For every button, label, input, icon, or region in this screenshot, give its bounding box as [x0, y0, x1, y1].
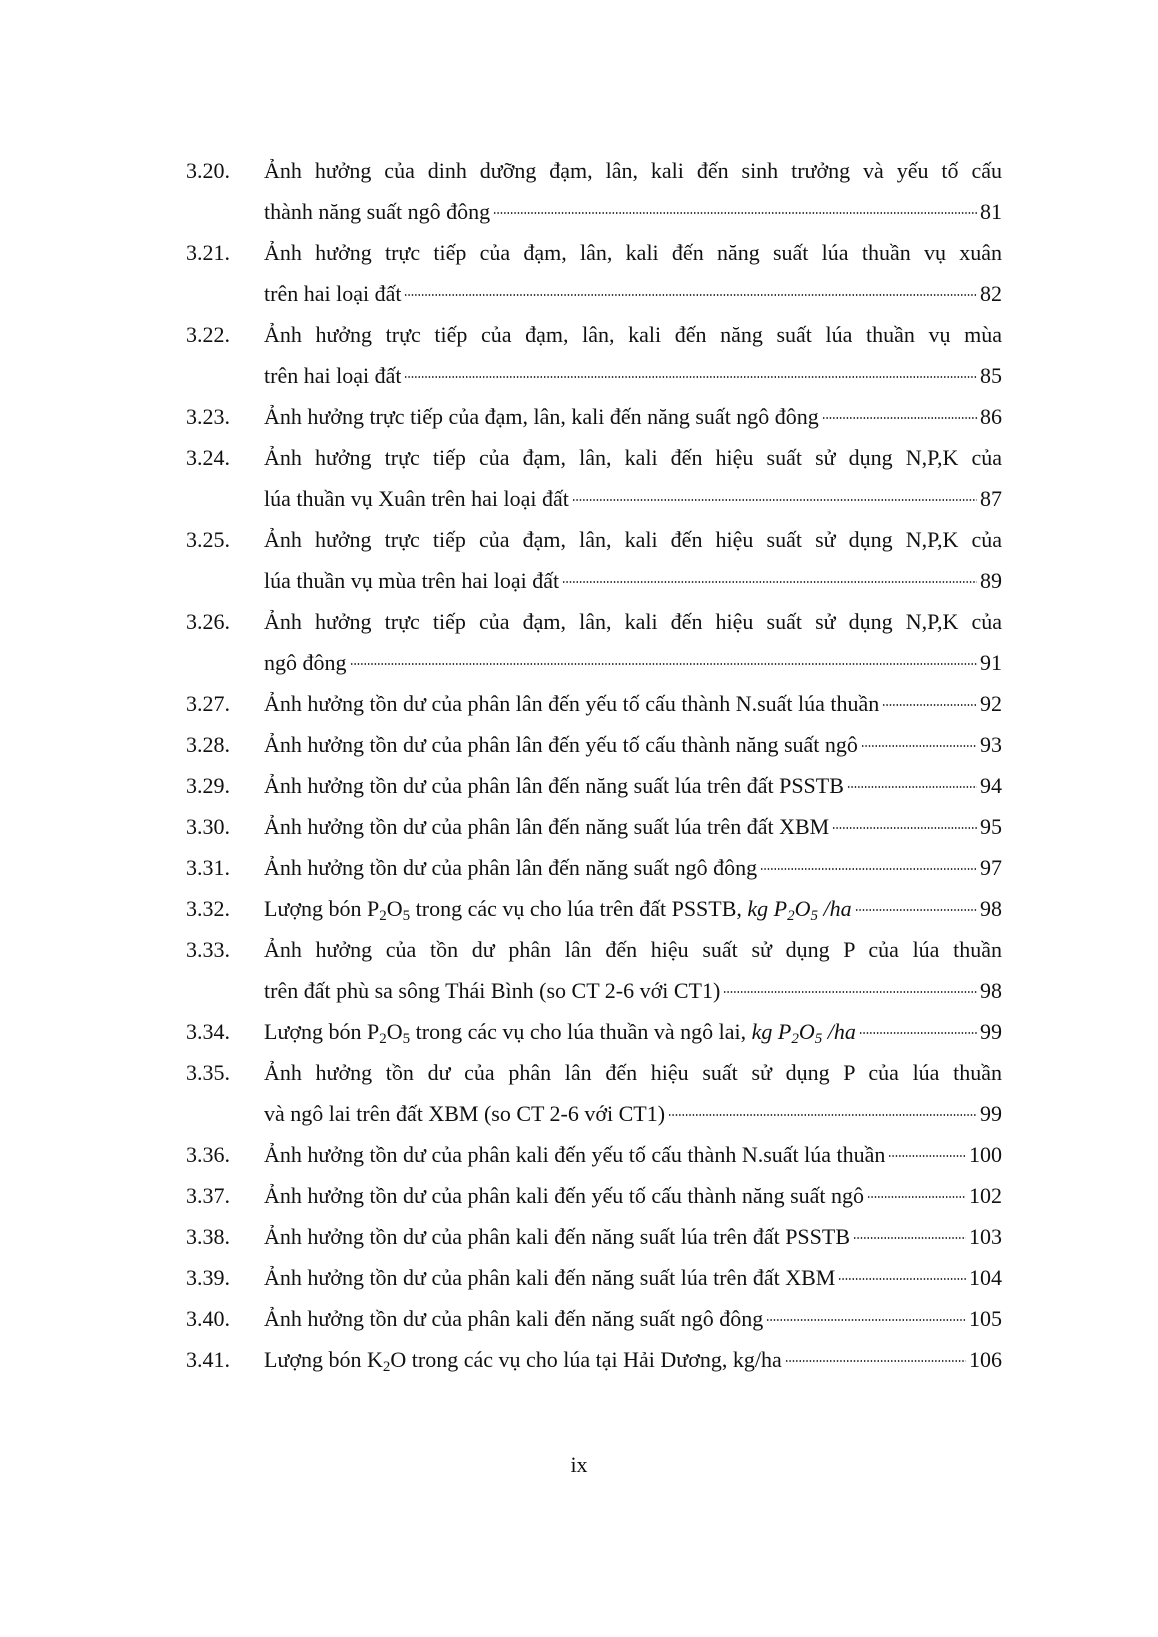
entry-number: 3.23.	[186, 404, 230, 429]
entry-title: Ảnh hưởng tồn dư của phân kali đến yếu tố cấu thành năng suất ngô	[264, 1183, 865, 1208]
entry-number: 3.27.	[186, 691, 230, 716]
page-number: 81	[980, 199, 1002, 224]
page-number: 105	[969, 1306, 1002, 1331]
entry-title-line: Ảnh hưởng trực tiếp của đạm, lân, kali đến hiệu suất sử dụng N,P,K của	[264, 527, 1002, 552]
page-number: 87	[980, 486, 1002, 511]
toc-entry[interactable]	[186, 1298, 1002, 1339]
table-of-tables	[186, 150, 1002, 1380]
entry-title: ngô đông	[264, 650, 347, 675]
dot-leader	[404, 376, 977, 378]
page-number: 100	[969, 1142, 1002, 1167]
toc-entry[interactable]	[186, 683, 1002, 724]
entry-number: 3.20.	[186, 158, 230, 183]
page-number: 103	[969, 1224, 1002, 1249]
entry-title: Ảnh hưởng tồn dư của phân lân đến năng suất lúa trên đất XBM	[264, 814, 830, 839]
entry-number: 3.26.	[186, 609, 230, 634]
toc-entry[interactable]	[186, 929, 1002, 1011]
entry-title-line: Ảnh hưởng trực tiếp của đạm, lân, kali đến hiệu suất sử dụng N,P,K của	[264, 445, 1002, 470]
entry-number: 3.32.	[186, 896, 230, 921]
page-number: 92	[980, 691, 1002, 716]
entry-title: Ảnh hưởng tồn dư của phân lân đến năng suất ngô đông	[264, 855, 758, 880]
entry-number: 3.36.	[186, 1142, 230, 1167]
entry-title-line: Ảnh hưởng trực tiếp của đạm, lân, kali đến hiệu suất sử dụng N,P,K của	[264, 609, 1002, 634]
entry-title: Ảnh hưởng tồn dư của phân kali đến năng suất lúa trên đất PSSTB	[264, 1224, 851, 1249]
toc-entry[interactable]	[186, 1257, 1002, 1298]
toc-entry[interactable]	[186, 806, 1002, 847]
page-number: 94	[980, 773, 1002, 798]
entry-title-line: Ảnh hưởng trực tiếp của đạm, lân, kali đến năng suất lúa thuần vụ xuân	[264, 240, 1002, 265]
page-number: 86	[980, 404, 1002, 429]
dot-leader	[859, 1032, 977, 1034]
toc-entry[interactable]	[186, 847, 1002, 888]
dot-leader	[766, 1319, 966, 1321]
toc-entry[interactable]	[186, 1052, 1002, 1134]
dot-leader	[882, 704, 977, 706]
dot-leader	[562, 581, 977, 583]
toc-entry[interactable]	[186, 1134, 1002, 1175]
toc-entry[interactable]	[186, 150, 1002, 232]
entry-number: 3.21.	[186, 240, 230, 265]
page-number: 85	[980, 363, 1002, 388]
toc-entry[interactable]	[186, 765, 1002, 806]
page-number: 99	[980, 1019, 1002, 1044]
entry-title: Ảnh hưởng tồn dư của phân kali đến năng suất ngô đông	[264, 1306, 764, 1331]
dot-leader	[853, 1237, 966, 1239]
toc-entry[interactable]	[186, 396, 1002, 437]
page-number: 91	[980, 650, 1002, 675]
entry-number: 3.34.	[186, 1019, 230, 1044]
entry-number: 3.41.	[186, 1347, 230, 1372]
page-number: 97	[980, 855, 1002, 880]
entry-number: 3.28.	[186, 732, 230, 757]
entry-number: 3.39.	[186, 1265, 230, 1290]
page-footer-number: ix	[570, 1452, 588, 1477]
entry-title: và ngô lai trên đất XBM (so CT 2-6 với CT1)	[264, 1101, 666, 1126]
page-number: 106	[969, 1347, 1002, 1372]
toc-entry[interactable]	[186, 437, 1002, 519]
entry-title: Ảnh hưởng tồn dư của phân kali đến năng suất lúa trên đất XBM	[264, 1265, 836, 1290]
entry-title: Ảnh hưởng tồn dư của phân lân đến năng suất lúa trên đất PSSTB	[264, 773, 844, 798]
toc-entry[interactable]	[186, 601, 1002, 683]
dot-leader	[760, 868, 977, 870]
page-number: 89	[980, 568, 1002, 593]
dot-leader	[572, 499, 977, 501]
toc-entry[interactable]	[186, 1175, 1002, 1216]
toc-entry[interactable]	[186, 232, 1002, 314]
entry-title-line: Ảnh hưởng của dinh dưỡng đạm, lân, kali đến sinh trưởng và yếu tố cấu	[264, 158, 1002, 183]
entry-number: 3.24.	[186, 445, 230, 470]
entry-title: trên hai loại đất	[264, 281, 402, 306]
entry-number: 3.38.	[186, 1224, 230, 1249]
dot-leader	[493, 212, 977, 214]
page-number: 93	[980, 732, 1002, 757]
entry-title: Ảnh hưởng tồn dư của phân kali đến yếu tố cấu thành N.suất lúa thuần	[264, 1142, 886, 1167]
toc-entry[interactable]	[186, 1339, 1002, 1380]
page-number: 99	[980, 1101, 1002, 1126]
entry-title: lúa thuần vụ mùa trên hai loại đất	[264, 568, 560, 593]
page-number: 102	[969, 1183, 1002, 1208]
dot-leader	[847, 786, 977, 788]
dot-leader	[838, 1278, 966, 1280]
entry-title: Lượng bón $P_2O_5$ trong các vụ cho lúa trên đất PSSTB, kg $P_2O_5$ /ha	[264, 896, 852, 924]
entry-number: 3.30.	[186, 814, 230, 839]
entry-title: trên hai loại đất	[264, 363, 402, 388]
unit-label: kg $P_2O_5$ /ha	[751, 1019, 856, 1047]
entry-number: 3.37.	[186, 1183, 230, 1208]
dot-leader	[855, 909, 977, 911]
entry-title: Lượng bón $K_2O$ trong các vụ cho lúa tại Hải Dương, kg/ha	[264, 1347, 782, 1375]
dot-leader	[785, 1360, 966, 1362]
entry-title: lúa thuần vụ Xuân trên hai loại đất	[264, 486, 569, 511]
toc-entry[interactable]	[186, 1216, 1002, 1257]
dot-leader	[861, 745, 977, 747]
entry-title: Lượng bón $P_2O_5$ trong các vụ cho lúa thuần và ngô lai, kg $P_2O_5$ /ha	[264, 1019, 856, 1047]
entry-title-line: Ảnh hưởng của tồn dư phân lân đến hiệu suất sử dụng P của lúa thuần	[264, 937, 1002, 962]
dot-leader	[867, 1196, 966, 1198]
entry-title: Ảnh hưởng tồn dư của phân lân đến yếu tố cấu thành N.suất lúa thuần	[264, 691, 880, 716]
entry-number: 3.31.	[186, 855, 230, 880]
toc-entry[interactable]	[186, 314, 1002, 396]
page-number: 95	[980, 814, 1002, 839]
entry-number: 3.40.	[186, 1306, 230, 1331]
dot-leader	[404, 294, 977, 296]
toc-entry[interactable]	[186, 724, 1002, 765]
dot-leader	[832, 827, 977, 829]
entry-title: thành năng suất ngô đông	[264, 199, 491, 224]
entry-number: 3.25.	[186, 527, 230, 552]
page-number: 104	[969, 1265, 1002, 1290]
dot-leader	[822, 417, 977, 419]
entry-number: 3.33.	[186, 937, 230, 962]
entry-title-line: Ảnh hưởng tồn dư của phân lân đến hiệu suất sử dụng P của lúa thuần	[264, 1060, 1002, 1085]
dot-leader	[723, 991, 977, 993]
page-number: 82	[980, 281, 1002, 306]
toc-entry[interactable]	[186, 1011, 1002, 1052]
entry-title: Ảnh hưởng tồn dư của phân lân đến yếu tố cấu thành năng suất ngô	[264, 732, 858, 757]
entry-number: 3.29.	[186, 773, 230, 798]
entry-title: Ảnh hưởng trực tiếp của đạm, lân, kali đến năng suất ngô đông	[264, 404, 819, 429]
page-number: 98	[980, 896, 1002, 921]
dot-leader	[350, 663, 978, 665]
unit-label: kg $P_2O_5$ /ha	[747, 896, 852, 924]
entry-number: 3.35.	[186, 1060, 230, 1085]
dot-leader	[668, 1114, 977, 1116]
dot-leader	[888, 1155, 966, 1157]
page-number: 98	[980, 978, 1002, 1003]
entry-title-line: Ảnh hưởng trực tiếp của đạm, lân, kali đến năng suất lúa thuần vụ mùa	[264, 322, 1002, 347]
entry-title: trên đất phù sa sông Thái Bình (so CT 2-6 với CT1)	[264, 978, 721, 1003]
entry-number: 3.22.	[186, 322, 230, 347]
toc-entry[interactable]	[186, 888, 1002, 929]
toc-entry[interactable]	[186, 519, 1002, 601]
